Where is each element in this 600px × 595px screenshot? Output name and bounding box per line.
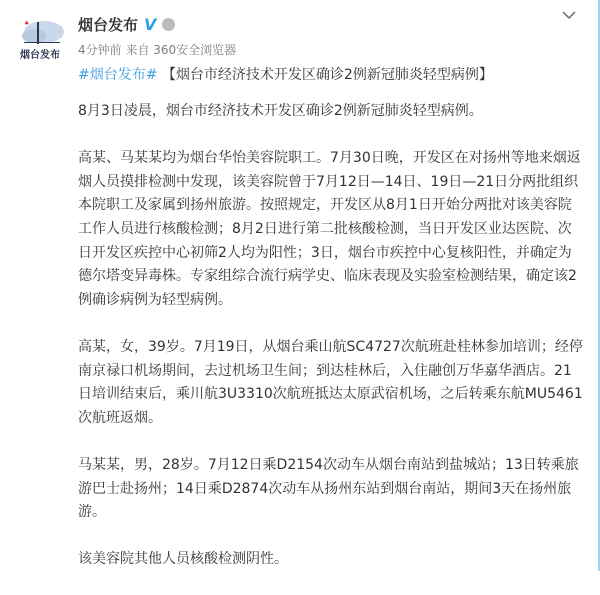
avatar-logo-text: 烟台发布 [20, 50, 60, 61]
paragraph-line: 工作人员进行核酸检测；8月2日进行第二批核酸检测，当日开发区业达医院、次 [78, 220, 572, 237]
paragraph-line: 该美容院其他人员核酸检测阴性。 [78, 551, 288, 568]
verified-icon: V [144, 15, 157, 34]
paragraph-line: 南京禄口机场期间，去过机场卫生间；到达桂林后，入住融创万华嘉华酒店。21 [78, 362, 572, 379]
paragraph-line: 日培训结束后，乘川航3U3310次航班抵达太原武宿机场，之后转乘东航MU5461 [78, 386, 583, 403]
post-paragraph [78, 336, 583, 430]
post-headline: 【烟台市经济技术开发区确诊2例新冠肺炎轻型病例】 [161, 67, 493, 83]
paragraph-line: 日开发区疾控中心初筛2人均为阳性；3日，烟台市疾控中心复核阳性，并确定为 [78, 244, 572, 261]
paragraph-line: 游巴士赴扬州；14日乘D2874次动车从扬州东站到烟台南站，期间3天在扬州旅 [78, 480, 572, 497]
paragraph-line: 德尔塔变异毒株。专家组综合流行病学史、临床表现及实验室检测结果，确定该2 [78, 268, 577, 285]
svg-text:♠: ♠ [24, 20, 30, 27]
hashtag-link[interactable]: #烟台发布# [78, 67, 158, 83]
paragraph-line: 烟人员摸排检测中发现，该美容院曾于7月12日—14日、19日—21日分两批组织 [78, 173, 579, 190]
paragraph-line: 高某、马某某均为烟台华怡美容院职工。7月30日晚，开发区在对扬州等地来烟返 [78, 150, 581, 167]
paragraph-line: 高某，女，39岁。7月19日，从烟台乘山航SC4727次航班赴桂林参加培训；经停 [78, 338, 583, 355]
paragraph-line: 本院职工及家属到扬州旅游。按照规定，开发区从8月1日开始分两批对该美容院 [78, 197, 572, 214]
crown-badge-icon [162, 18, 175, 31]
paragraph-line: 次航班返烟。 [78, 409, 162, 426]
post-meta: 4分钟前 来自 360安全浏览器 [78, 43, 237, 57]
author-row [78, 14, 175, 35]
post-body [78, 100, 583, 595]
paragraph-line: 游。 [78, 504, 106, 521]
paragraph-line: 例确诊病例为轻型病例。 [78, 291, 232, 308]
paragraph-line: 马某某，男，28岁。7月12日乘D2154次动车从烟台南站到盐城站；13日转乘旅 [78, 456, 579, 473]
chevron-down-icon[interactable] [561, 8, 577, 22]
paragraph-line: 8月3日凌晨，烟台市经济技术开发区确诊2例新冠肺炎轻型病例。 [78, 103, 483, 119]
post-paragraph [78, 548, 583, 572]
post-paragraph [78, 100, 583, 124]
post-title [78, 64, 493, 84]
author-name[interactable]: 烟台发布 [78, 16, 139, 34]
post-paragraph [78, 454, 583, 525]
avatar[interactable] [18, 14, 66, 62]
post-paragraph [78, 147, 583, 312]
